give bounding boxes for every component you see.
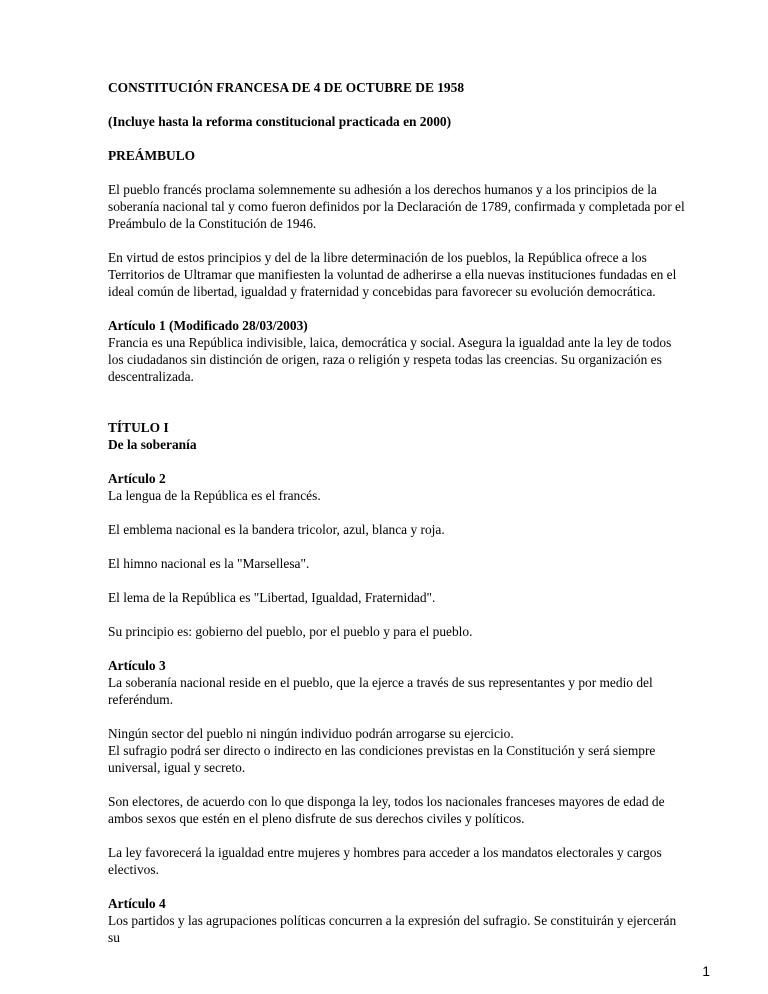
article-4-heading: Artículo 4 — [108, 896, 166, 911]
article-2-paragraph: La lengua de la República es el francés. — [108, 488, 321, 503]
preamble-paragraph: El pueblo francés proclama solemnemente su adhesión a los derechos humanos y a los principios de la soberanía nacional tal y como fueron definidos por la Declaración de 1789, confirmada y completada por el Preámbulo de la Constitución de 1946. — [108, 182, 685, 231]
article-3-heading: Artículo 3 — [108, 658, 166, 673]
article-3-paragraph: La ley favorecerá la igualdad entre mujeres y hombres para acceder a los mandatos electorales y cargos electivos. — [108, 845, 662, 877]
article-3-paragraph: Ningún sector del pueblo ni ningún individuo podrán arrogarse su ejercicio. — [108, 726, 514, 741]
title-1-heading: TÍTULO I — [108, 420, 169, 435]
article-3-paragraph: El sufragio podrá ser directo o indirecto en las condiciones previstas en la Constitución y será siempre universal, igual y secreto. — [108, 743, 656, 775]
article-2-heading: Artículo 2 — [108, 471, 166, 486]
article-2-paragraph: Su principio es: gobierno del pueblo, por el pueblo y para el pueblo. — [108, 624, 473, 639]
title-1-subheading: De la soberanía — [108, 437, 197, 452]
article-4-text: Los partidos y las agrupaciones políticas concurren a la expresión del sufragio. Se constituirán y ejercerán su — [108, 913, 677, 945]
document-title: CONSTITUCIÓN FRANCESA DE 4 DE OCTUBRE DE 1958 — [108, 80, 465, 95]
article-3-paragraph: Son electores, de acuerdo con lo que disponga la ley, todos los nacionales franceses mayores de edad de ambos sexos que estén en el pleno disfrute de sus derechos civiles y políticos. — [108, 794, 665, 826]
preamble-paragraph: En virtud de estos principios y del de la libre determinación de los pueblos, la República ofrece a los Territorios de Ultramar que manifiesten la voluntad de adherirse a ella nuevas instituciones fundadas en el ideal común de libertad, igualdad y fraternidad y concebidas para favorecer su evolución democrática. — [108, 250, 677, 299]
document-subtitle: (Incluye hasta la reforma constitucional practicada en 2000) — [108, 114, 452, 129]
article-1-heading: Artículo 1 (Modificado 28/03/2003) — [108, 318, 308, 333]
preamble-heading: PREÁMBULO — [108, 148, 196, 163]
article-2-paragraph: El lema de la República es "Libertad, Igualdad, Fraternidad". — [108, 590, 436, 605]
article-3-paragraph: La soberanía nacional reside en el pueblo, que la ejerce a través de sus representantes y por medio del referéndum. — [108, 675, 653, 707]
article-2-paragraph: El himno nacional es la "Marsellesa". — [108, 556, 310, 571]
article-2-paragraph: El emblema nacional es la bandera tricolor, azul, blanca y roja. — [108, 522, 445, 537]
page-number: 1 — [702, 963, 710, 979]
article-1-text: Francia es una República indivisible, laica, democrática y social. Asegura la igualdad ante la ley de todos los ciudadanos sin distinción de origen, raza o religión y respeta todas las creencias. Su organización es descentralizada. — [108, 335, 672, 384]
document-body — [108, 79, 688, 946]
